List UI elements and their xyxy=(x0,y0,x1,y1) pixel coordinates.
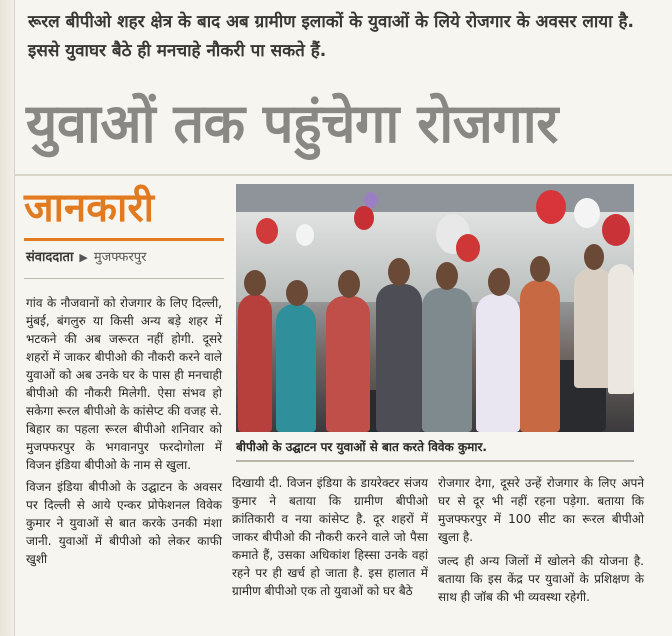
person xyxy=(608,264,634,394)
paragraph: जल्द ही अन्य जिलों में खोलने की योजना है. बताया कि इस केंद्र पर युवाओं के प्रशिक्षण के साथ ही जॉब की भी व्यवस्था रहेगी. xyxy=(438,554,644,604)
person xyxy=(520,280,560,432)
byline-divider xyxy=(24,278,224,279)
balloon-decoration xyxy=(536,190,566,224)
article-column-1 xyxy=(26,294,222,568)
balloon-decoration xyxy=(256,218,278,244)
paragraph: गांव के नौजवानों को रोजगार के लिए दिल्ली, मुंबई, बंगलुरु या किसी अन्य बड़े शहर में भटकने की अब जरूरत नहीं होगी. दूसरे शहरों में जाकर बीपीओ की नौकरी करने वाले युवाओं को अब उनके घर के पास ही मनचाही बीपीओ की नौकरी मिलेगी. ऐसा संभव हो सकेगा रूरल बीपीओ के कांसेप्ट की वजह से. बिहार का पहला रूरल बीपीओ शनिवार को मुजफ्फरपुर के भगवानपुर फरदोगोला में विजन इंडिया बीपीओ के नाम से खुला. xyxy=(26,296,222,472)
person xyxy=(376,284,422,432)
byline-reporter: संवाददाता xyxy=(26,250,74,265)
paragraph: दिखायी दी. विजन इंडिया के डायरेक्टर संजय कुमार ने बताया कि ग्रामीण बीपीओ क्रांतिकारी व नया कांसेप्ट है. दूर शहरों में जाकर बीपीओ की नौकरी करने वाले जो पैसा कमाते हैं, उसका अधिकांश हिस्सा उनके वहां रहने पर ही खर्च हो जाता है. इस हालात में ग्रामीण बीपीओ एक तो युवाओं को घर बैठे xyxy=(232,476,428,598)
person-head xyxy=(286,280,308,306)
balloon-decoration xyxy=(354,206,374,230)
balloon-decoration xyxy=(574,198,600,228)
person-head xyxy=(584,244,604,270)
headline: युवाओं तक पहुंचेगा रोजगार xyxy=(26,92,558,155)
paragraph: रोजगार देगा, दूसरे उन्हें रोजगार के लिए अपने घर से दूर भी नहीं रहना पड़ेगा. बताया कि मुजफ्फरपुर में 100 सीट का रूरल बीपीओ खुला है. xyxy=(438,476,644,544)
section-title: जानकारी xyxy=(24,185,155,231)
byline xyxy=(26,248,146,268)
headline-divider xyxy=(14,174,672,176)
article-column-2 xyxy=(232,474,428,600)
adjacent-page-strip xyxy=(0,0,15,636)
person xyxy=(422,288,472,432)
person xyxy=(276,304,316,432)
person xyxy=(326,296,370,432)
balloon-decoration xyxy=(602,214,630,246)
person-head xyxy=(530,256,550,282)
person-head xyxy=(488,268,510,296)
balloon-decoration xyxy=(364,192,378,208)
kicker-summary: रूरल बीपीओ शहर क्षेत्र के बाद अब ग्रामीण इलाकों के युवाओं के लिये रोजगार के अवसर लाया है. इससे युवाघर बैठे ही मनचाहे नौकरी पा सकते हैं. xyxy=(28,12,634,61)
person-head xyxy=(338,270,360,298)
photo-caption: बीपीओ के उद्घाटन पर युवाओं से बात करते विवेक कुमार. xyxy=(236,436,634,462)
person-head xyxy=(388,258,410,286)
article-column-3 xyxy=(438,474,644,606)
person xyxy=(238,294,272,432)
person xyxy=(476,294,520,432)
balloon-decoration xyxy=(296,224,314,246)
news-photo xyxy=(236,184,634,432)
person-head xyxy=(244,270,266,296)
person-head xyxy=(436,262,458,290)
byline-place: मुजफ्फरपुर xyxy=(93,250,147,265)
section-underline xyxy=(24,238,224,241)
triangle-icon: ▶ xyxy=(79,251,88,264)
paragraph: विजन इंडिया बीपीओ के उद्घाटन के अवसर पर दिल्ली से आये एन्कर प्रोफेशनल विवेक कुमार ने युवाओं से बात करके उनकी मंशा जानी. युवाओं में बीपीओ को लेकर काफी खुशी xyxy=(26,480,222,566)
balloon-decoration xyxy=(456,234,480,262)
